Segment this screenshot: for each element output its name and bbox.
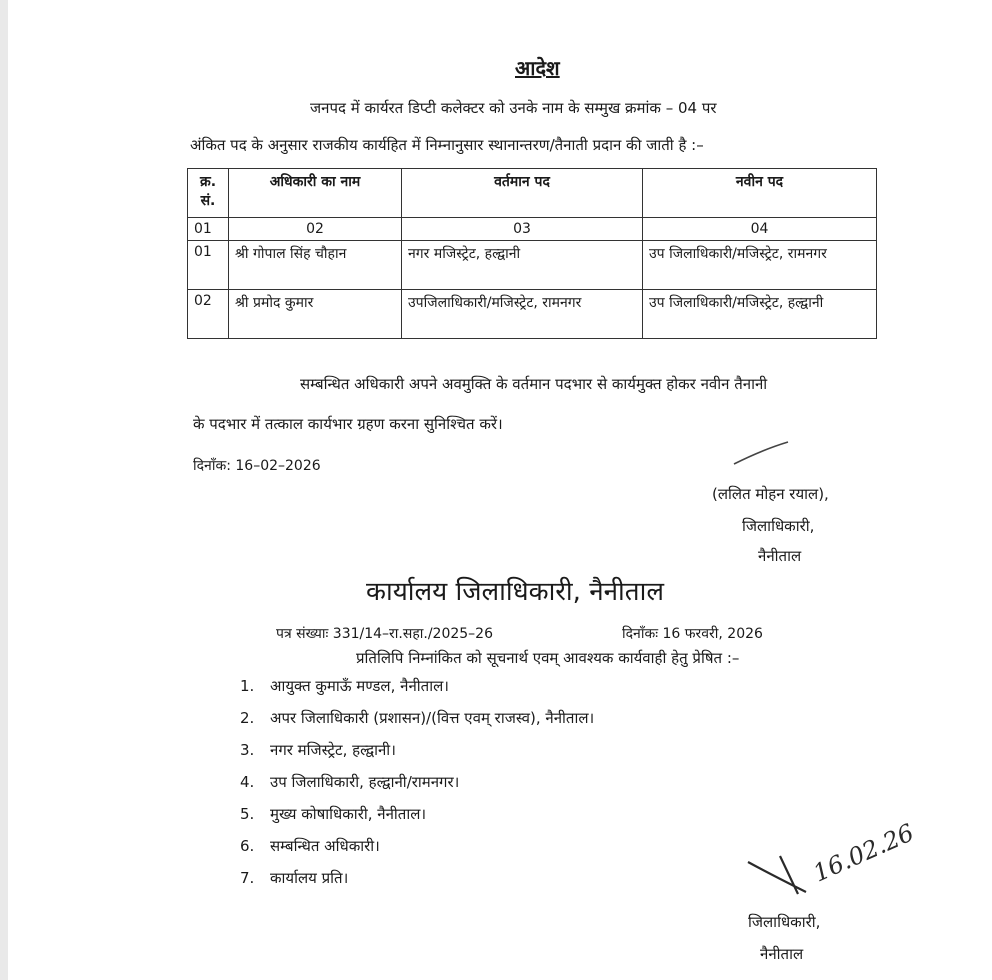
header-serial: क्र. सं.	[188, 169, 229, 218]
list-item-text: उप जिलाधिकारी, हल्द्वानी/रामनगर।	[270, 773, 460, 791]
table-cell: 02	[188, 290, 229, 339]
table-cell: 04	[643, 218, 877, 241]
list-item-number: 6.	[240, 837, 255, 855]
list-item-number: 7.	[240, 869, 255, 887]
list-item	[240, 836, 594, 868]
signatory-designation: जिलाधिकारी,	[742, 517, 815, 535]
list-item-number: 4.	[240, 773, 255, 791]
list-item	[240, 740, 594, 772]
instruction-line-1: सम्बन्धित अधिकारी अपने अवमुक्ति के वर्तमान पदभार से कार्यमुक्त होकर नवीन तैनानी	[300, 375, 768, 393]
scan-edge	[0, 0, 8, 980]
header-officer-name: अधिकारी का नाम	[229, 169, 402, 218]
table-cell: 02	[229, 218, 402, 241]
office-heading: कार्यालय जिलाधिकारी, नैनीताल	[366, 577, 664, 607]
list-item-text: कार्यालय प्रति।	[270, 869, 349, 887]
signatory-place: नैनीताल	[758, 547, 802, 565]
order-title: आदेश	[515, 56, 560, 80]
list-item-text: सम्बन्धित अधिकारी।	[270, 837, 380, 855]
instruction-line-2: के पदभार में तत्काल कार्यभार ग्रहण करना सुनिश्चित करें।	[193, 415, 503, 433]
intro-line-1: जनपद में कार्यरत डिप्टी कलेक्टर को उनके नाम के सम्मुख क्रमांक – 04 पर	[310, 99, 717, 117]
list-item-number: 3.	[240, 741, 255, 759]
list-item	[240, 804, 594, 836]
table-cell: 01	[188, 218, 229, 241]
table-cell: 01	[188, 241, 229, 290]
list-item	[240, 772, 594, 804]
list-item-number: 2.	[240, 709, 255, 727]
list-item-text: अपर जिलाधिकारी (प्रशासन)/(वित्त एवम् राजस्व), नैनीताल।	[270, 709, 595, 727]
copy-recipient-list	[240, 676, 594, 900]
letter-date: दिनाँकः 16 फरवरी, 2026	[622, 626, 763, 642]
table-cell: श्री प्रमोद कुमार	[229, 290, 402, 339]
list-item	[240, 708, 594, 740]
signatory2-designation: जिलाधिकारी,	[748, 913, 821, 931]
copy-forward-line: प्रतिलिपि निम्नांकित को सूचनार्थ एवम् आवश्यक कार्यवाही हेतु प्रेषित :–	[356, 649, 740, 667]
table-row	[188, 290, 877, 339]
table-cell: श्री गोपाल सिंह चौहान	[229, 241, 402, 290]
signatory-name: (ललित मोहन रयाल),	[712, 485, 829, 503]
table-header-row	[188, 169, 877, 218]
handwritten-date-text: 16.02.26	[809, 818, 919, 888]
table-row	[188, 241, 877, 290]
table-index-row	[188, 218, 877, 241]
list-item	[240, 868, 594, 900]
header-current-post: वर्तमान पद	[402, 169, 643, 218]
list-item	[240, 676, 594, 708]
list-item-number: 5.	[240, 805, 255, 823]
order-date: दिनाँक: 16–02–2026	[193, 458, 321, 474]
table-cell: 03	[402, 218, 643, 241]
list-item-text: नगर मजिस्ट्रेट, हल्द्वानी।	[270, 741, 396, 759]
list-item-text: आयुक्त कुमाऊँ मण्डल, नैनीताल।	[270, 677, 449, 695]
signature-mark	[732, 440, 792, 470]
header-new-post: नवीन पद	[643, 169, 877, 218]
transfer-table	[187, 168, 877, 339]
table-cell: उप जिलाधिकारी/मजिस्ट्रेट, हल्द्वानी	[643, 290, 877, 339]
handwritten-date-signature	[740, 800, 940, 910]
letter-number: पत्र संख्याः 331/14–रा.सहा./2025–26	[276, 626, 493, 642]
table-cell: उप जिलाधिकारी/मजिस्ट्रेट, रामनगर	[643, 241, 877, 290]
list-item-number: 1.	[240, 677, 255, 695]
list-item-text: मुख्य कोषाधिकारी, नैनीताल।	[270, 805, 427, 823]
intro-line-2: अंकित पद के अनुसार राजकीय कार्यहित में निम्नानुसार स्थानान्तरण/तैनाती प्रदान की जाती है :–	[190, 136, 704, 154]
signatory2-place: नैनीताल	[760, 945, 804, 963]
table-cell: नगर मजिस्ट्रेट, हल्द्वानी	[402, 241, 643, 290]
table-cell: उपजिलाधिकारी/मजिस्ट्रेट, रामनगर	[402, 290, 643, 339]
